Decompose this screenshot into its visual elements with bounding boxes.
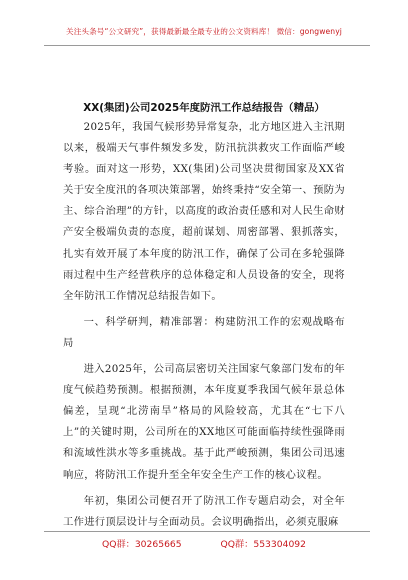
footer-qq-group-2: QQ群：553304092 [220,539,306,550]
footer-divider [44,531,370,532]
document-body [63,117,345,538]
paragraph-intro: 2025年，我国气候形势异常复杂，北方地区进入主汛期以来，极端天气事件频发多发，防汛抗洪救灾工作面临严峻考验。面对这一形势，XX(集团)公司坚决贯彻国家及XX省关于安全度汛的各项决策部署，始终秉持“安全第一、预防为主、综合治理”的方针，以高度的政治责任感和对人民生命财产安全极端负责的态度，超前谋划、周密部署、狠抓落实，扎实有效开展了本年度的防汛工作，确保了公司在多轮强降雨过程中生产经营秩序的总体稳定和人员设备的安全，现将全年防汛工作情况总结报告如下。 [63,121,345,302]
footer-qq-group-1: QQ群：30265665 [102,539,182,550]
header-divider [44,45,370,46]
paragraph-kickoff: 年初，集团公司便召开了防汛工作专题启动会，对全年工作进行顶层设计与全面动员。会议明确指出，必须克服麻 [63,494,345,528]
footer-banner [0,536,408,550]
paragraph-forecast: 进入2025年，公司高层密切关注国家气象部门发布的年度气候趋势预测。根据预测，本年度夏季我国气候年景总体偏差，呈现“北涝南旱”格局的风险较高，尤其在“七下八上”的关键时期，公司所在的XX地区可能面临持续性强降雨和流域性洪水等多重挑战。基于此严峻预测，集团公司迅速响应，将防汛工作提升至全年安全生产工作的核心议程。 [63,363,345,481]
section-heading: 一、科学研判，精准部署：构建防汛工作的宏观战略布局 [63,315,345,349]
document-title: XX(集团)公司2025年度防汛工作总结报告（精品） [83,102,325,114]
header-banner: 关注头条号“公文研究”，获得最新最全最专业的公文资料库！ 微信：gongwenyj [66,27,342,36]
